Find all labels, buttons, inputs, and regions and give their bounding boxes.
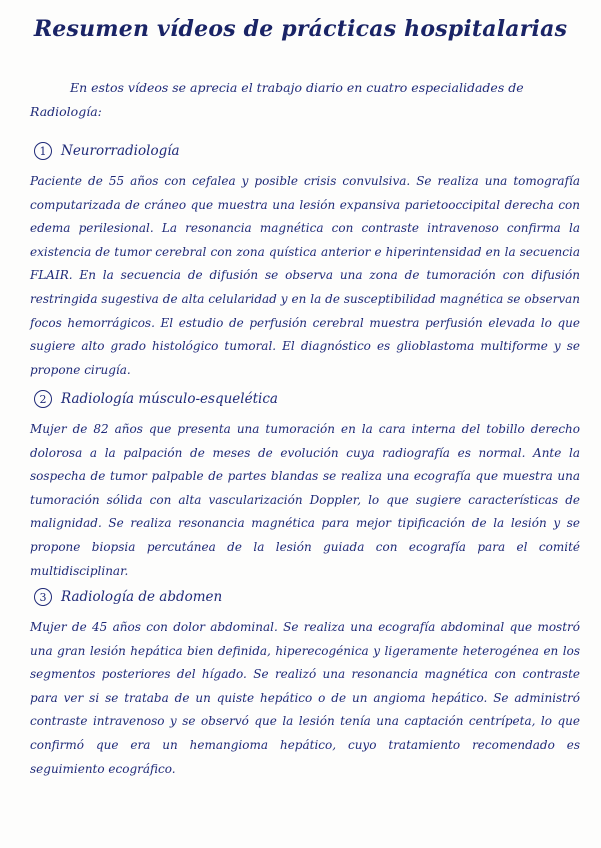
section-header xyxy=(30,584,580,610)
section-body: Mujer de 82 años que presenta una tumoración en la cara interna del tobillo derecho dolorosa a la palpación de meses de evolución cuya radiografía es normal. Ante la sospecha de tumor palpable de partes blandas se realiza una ecografía que muestra una tumoración sólida con alta vascularización Doppler, lo que sugiere características de malignidad. Se realiza resonancia magnética para mejor tipificación de la lesión y se propone biopsia percutánea de la lesión guiada con ecografía para el comité multidisciplinar. xyxy=(30,422,580,578)
section-title: Radiología músculo-esquelética xyxy=(61,391,278,407)
section-abdomen xyxy=(30,584,580,781)
section-musculo-esqueletica xyxy=(30,386,580,583)
section-neurorradiologia xyxy=(30,138,580,382)
section-number-badge: 1 xyxy=(34,142,52,160)
section-header xyxy=(30,386,580,412)
section-title: Radiología de abdomen xyxy=(61,589,223,605)
section-header xyxy=(30,138,580,164)
page-title: Resumen vídeos de prácticas hospitalarias xyxy=(33,16,568,42)
section-number-badge: 2 xyxy=(34,390,52,408)
section-title: Neurorradiología xyxy=(61,143,180,159)
section-body: Paciente de 55 años con cefalea y posible crisis convulsiva. Se realiza una tomografía computarizada de cráneo que muestra una lesión expansiva parietooccipital derecha con edema perilesional. La resonancia magnética con contraste intravenoso confirma la existencia de tumor cerebral con zona quística anterior e hiperintensidad en la secuencia FLAIR. En la secuencia de difusión se observa una zona de tumoración con difusión restringida sugestiva de alta celularidad y en la de susceptibilidad magnética se observan focos hemorrágicos. El estudio de perfusión cerebral muestra perfusión elevada lo que sugiere alto grado histológico tumoral. El diagnóstico es glioblastoma multiforme y se propone cirugía. xyxy=(30,174,580,377)
section-number-badge: 3 xyxy=(34,588,52,606)
section-body: Mujer de 45 años con dolor abdominal. Se realiza una ecografía abdominal que mostró una gran lesión hepática bien definida, hiperecogénica y ligeramente heterogénea en los segmentos posteriores del hígado. Se realizó una resonancia magnética con contraste para ver si se trataba de un quiste hepático o de un angioma hepático. Se administró contraste intravenoso y se observó que la lesión tenía una captación centrípeta, lo que confirmó que era un hemangioma hepático, cuyo tratamiento recomendado es seguimiento ecográfico. xyxy=(30,620,580,776)
intro-paragraph: En estos vídeos se aprecia el trabajo diario en cuatro especialidades de Radiología: xyxy=(30,80,524,119)
